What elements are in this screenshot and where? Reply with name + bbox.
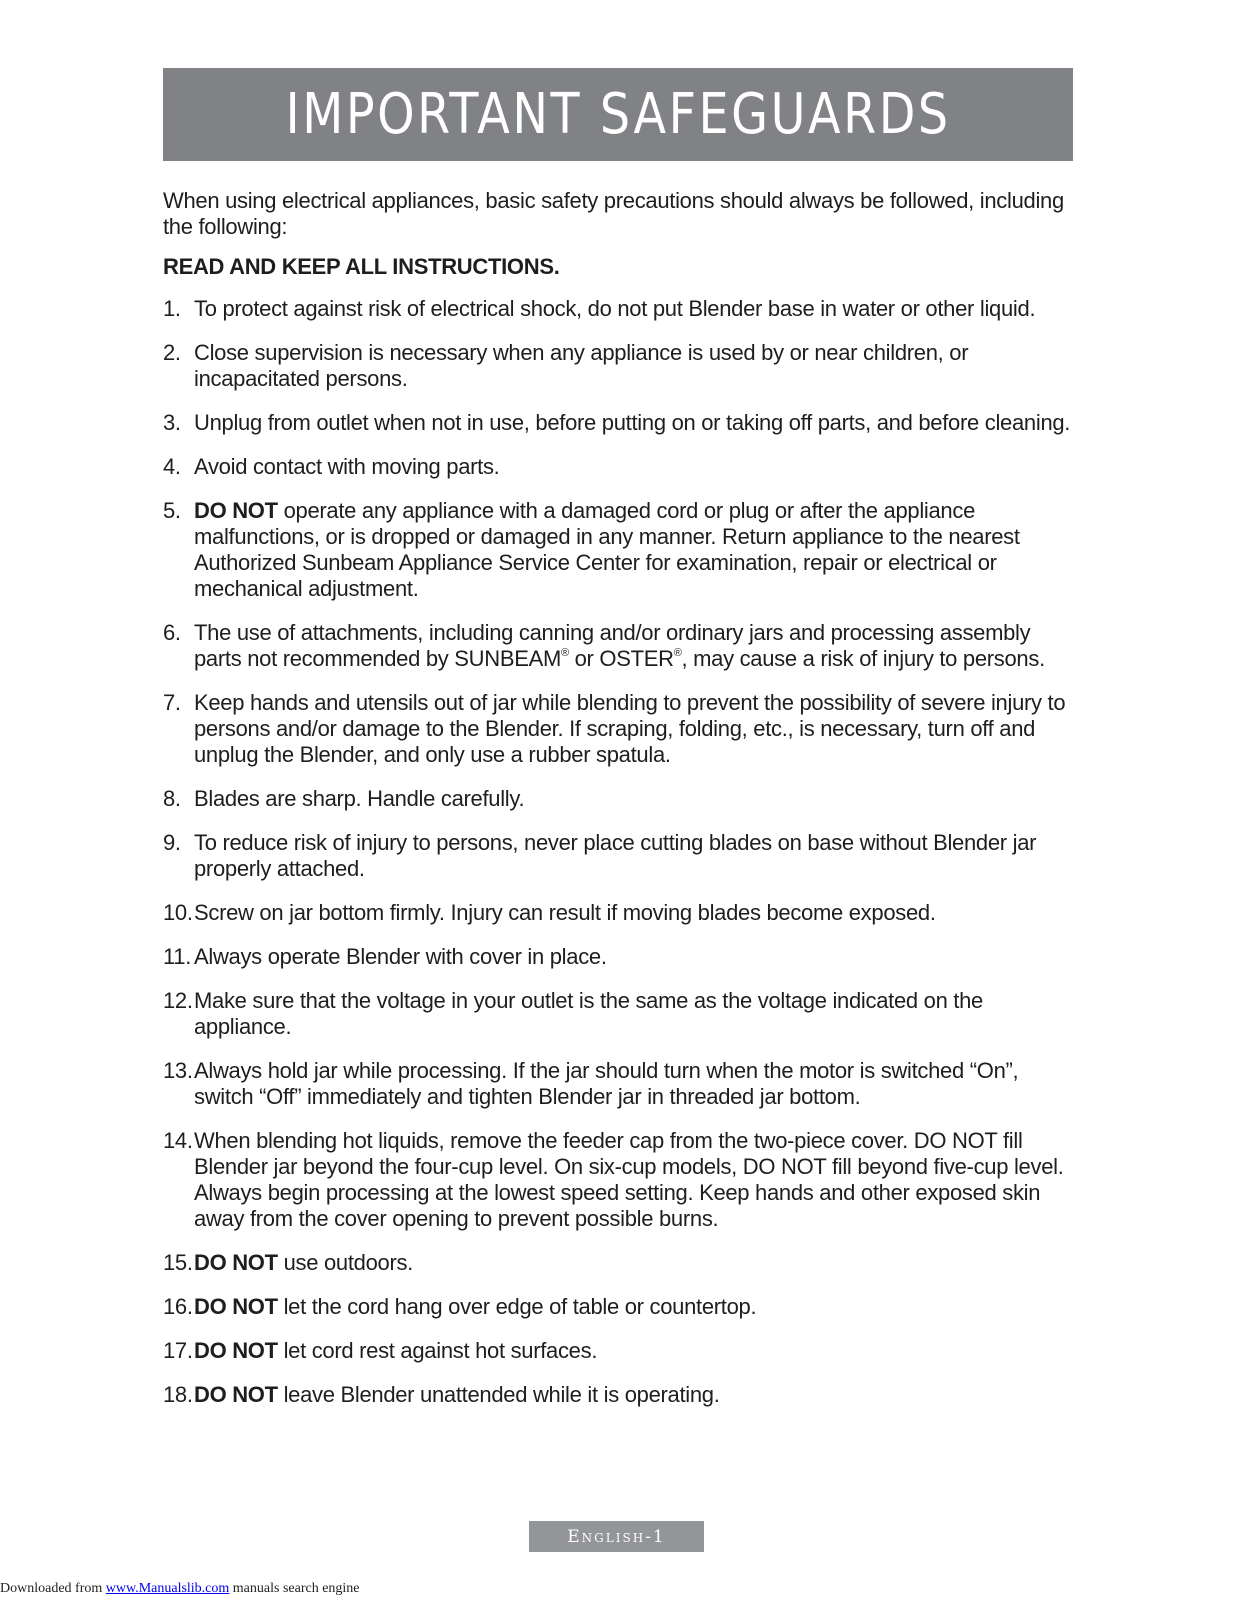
- item-number: 8.: [163, 786, 181, 811]
- item-text: DO NOT let cord rest against hot surfaces.: [194, 1338, 598, 1363]
- item-text: Avoid contact with moving parts.: [194, 454, 500, 479]
- item-number: 18.: [163, 1382, 193, 1407]
- item-text: Screw on jar bottom firmly. Injury can result if moving blades become exposed.: [194, 900, 936, 925]
- registered-mark: ®: [561, 647, 569, 659]
- list-item: [163, 498, 1073, 602]
- item-number: 1.: [163, 296, 181, 321]
- item-number: 14.: [163, 1128, 193, 1153]
- item-text: DO NOT use outdoors.: [194, 1250, 413, 1275]
- item-number: 15.: [163, 1250, 193, 1275]
- list-item: [163, 786, 1073, 812]
- item-number: 4.: [163, 454, 181, 479]
- list-item: [163, 410, 1073, 436]
- item-number: 12.: [163, 988, 193, 1013]
- item-number: 17.: [163, 1338, 193, 1363]
- list-item: [163, 1294, 1073, 1320]
- item-number: 9.: [163, 830, 181, 855]
- list-item: [163, 944, 1073, 970]
- item-number: 6.: [163, 620, 181, 645]
- page-title: IMPORTANT SAFEGUARDS: [285, 82, 951, 147]
- list-item: [163, 830, 1073, 882]
- item-text: Blades are sharp. Handle carefully.: [194, 786, 525, 811]
- safeguards-content: [163, 188, 1073, 1408]
- item-number: 13.: [163, 1058, 193, 1083]
- page-number: English-1: [567, 1526, 666, 1547]
- item-text: Unplug from outlet when not in use, before putting on or taking off parts, and before cleaning.: [194, 410, 1071, 435]
- item-text: DO NOT let the cord hang over edge of table or countertop.: [194, 1294, 757, 1319]
- list-item: [163, 620, 1073, 672]
- page-number-tab: [529, 1521, 704, 1552]
- item-text: The use of attachments, including canning and/or ordinary jars and processing assembly parts not recommended by SUNBEAM® or OSTER®, may cause a risk of injury to persons.: [194, 620, 1045, 671]
- list-item: [163, 296, 1073, 322]
- item-text: Make sure that the voltage in your outlet is the same as the voltage indicated on the appliance.: [194, 988, 983, 1039]
- header-bar: [163, 68, 1073, 161]
- item-text: Close supervision is necessary when any appliance is used by or near children, or incapacitated persons.: [194, 340, 969, 391]
- manualslib-link[interactable]: www.Manualslib.com: [105, 1581, 230, 1596]
- item-text: DO NOT operate any appliance with a damaged cord or plug or after the appliance malfunctions, or is dropped or damaged in any manner. Return appliance to the nearest Authorized Sunbeam Appliance Service Center for examination, repair or electrical or mechanical adjustment.: [194, 498, 1020, 601]
- item-number: 5.: [163, 498, 181, 523]
- item-text: To reduce risk of injury to persons, never place cutting blades on base without Blender jar properly attached.: [194, 830, 1037, 881]
- intro-text: When using electrical appliances, basic safety precautions should always be followed, including the following:: [163, 188, 1064, 239]
- item-text: To protect against risk of electrical shock, do not put Blender base in water or other liquid.: [194, 296, 1036, 321]
- list-item: [163, 900, 1073, 926]
- list-item: [163, 454, 1073, 480]
- list-item: [163, 690, 1073, 768]
- item-text: Always hold jar while processing. If the jar should turn when the motor is switched “On”, switch “Off” immediately and tighten Blender jar in threaded jar bottom.: [194, 1058, 1019, 1109]
- list-item: [163, 340, 1073, 392]
- list-item: [163, 1250, 1073, 1276]
- item-number: 10.: [163, 900, 193, 925]
- list-item: [163, 1338, 1073, 1364]
- list-item: [163, 1382, 1073, 1408]
- list-item: [163, 1058, 1073, 1110]
- list-item: [163, 1128, 1073, 1232]
- read-keep-heading: READ AND KEEP ALL INSTRUCTIONS.: [163, 254, 560, 279]
- item-number: 11.: [163, 944, 192, 969]
- item-number: 16.: [163, 1294, 193, 1319]
- item-number: 7.: [163, 690, 181, 715]
- safeguards-list: [163, 296, 1073, 1408]
- download-notice: Downloaded from www.Manualslib.com manuals search engine: [0, 1581, 360, 1596]
- item-text: DO NOT leave Blender unattended while it is operating.: [194, 1382, 720, 1407]
- list-item: [163, 988, 1073, 1040]
- item-text: Keep hands and utensils out of jar while blending to prevent the possibility of severe injury to persons and/or damage to the Blender. If scraping, folding, etc., is necessary, turn off and unplug the Blender, and only use a rubber spatula.: [194, 690, 1066, 767]
- item-number: 3.: [163, 410, 181, 435]
- item-number: 2.: [163, 340, 181, 365]
- item-text: When blending hot liquids, remove the feeder cap from the two-piece cover. DO NOT fill Blender jar beyond the four-cup level. On six-cup models, DO NOT fill beyond five-cup level. Always begin processing at the lowest speed setting. Keep hands and other exposed skin away from the cover opening to prevent possible burns.: [194, 1128, 1064, 1231]
- registered-mark: ®: [673, 647, 682, 659]
- item-text: Always operate Blender with cover in place.: [194, 944, 607, 969]
